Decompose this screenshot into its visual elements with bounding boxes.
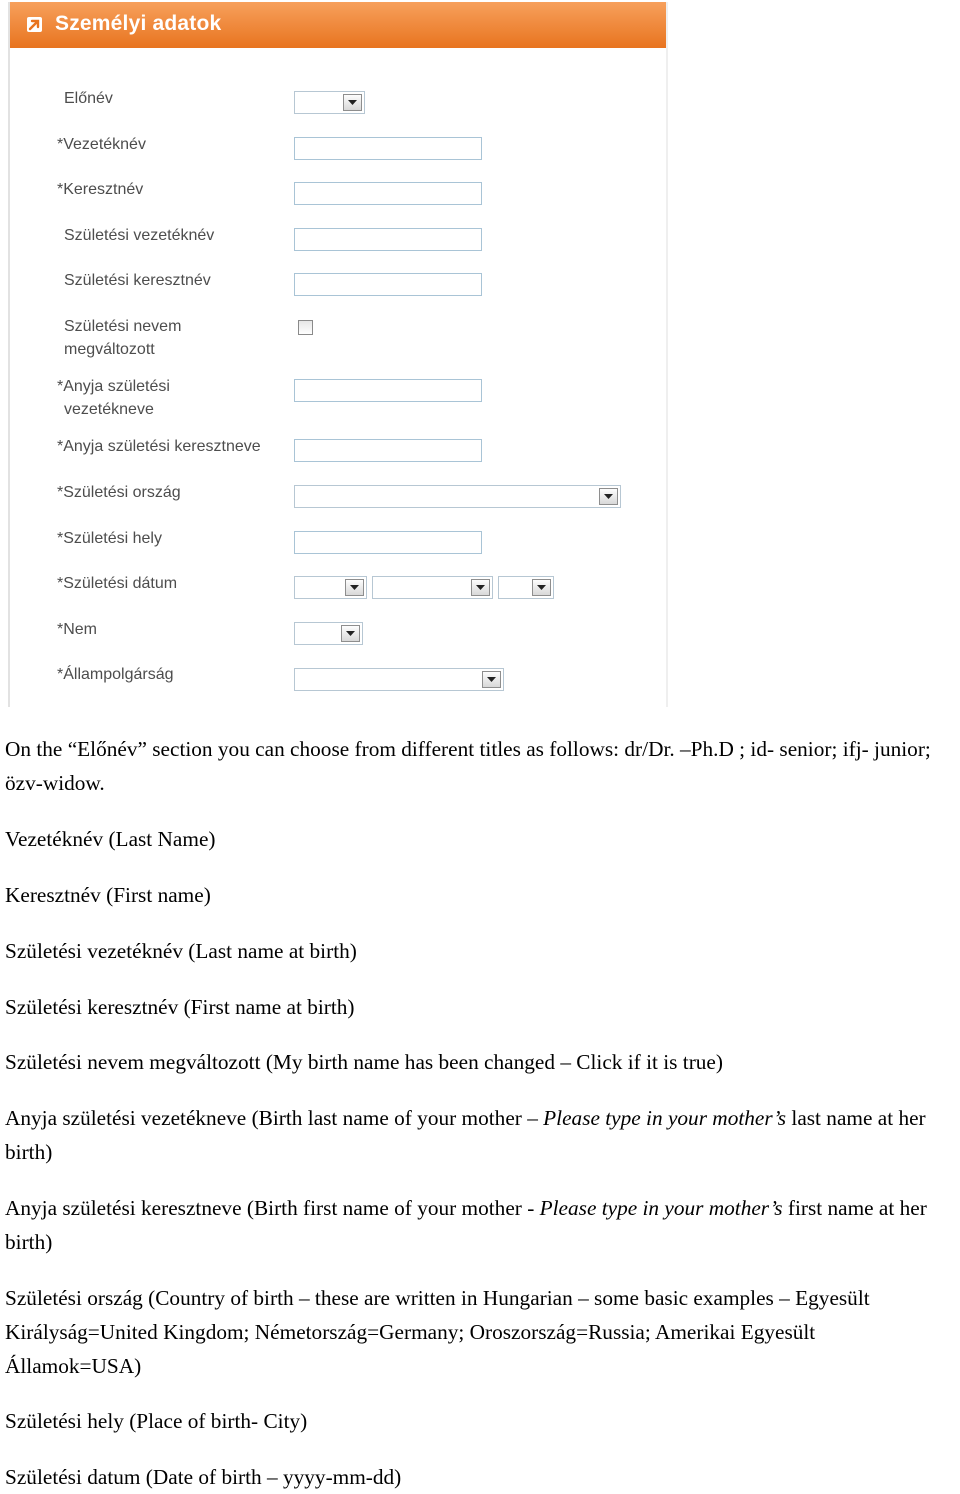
chevron-down-icon[interactable]	[471, 579, 490, 596]
explanation-szuletesi-hely: Születési hely (Place of birth- City)	[5, 1409, 308, 1433]
anyja-vezeteknev-input[interactable]	[294, 379, 482, 402]
vezeteknev-input[interactable]	[294, 137, 482, 160]
explanation-szuletesi-datum: Születési datum (Date of birth – yyyy-mm-dd)	[5, 1465, 402, 1489]
chevron-down-icon[interactable]	[343, 94, 362, 111]
label-nev-valtozott-line2: megváltozott	[64, 341, 155, 358]
label-nev-valtozott-line1: Születési nevem	[64, 318, 182, 335]
p7-suffix: last name at her birth)	[5, 1106, 926, 1164]
anyja-keresztnev-input[interactable]	[294, 439, 482, 462]
datum-year-select[interactable]	[294, 576, 367, 599]
arrow-icon	[27, 17, 42, 32]
label-szuletesi-datum: *Születési dátum	[57, 575, 178, 592]
explanation-szuletesi-orszag: Születési ország (Country of birth – these are written in Hungarian – some basic examples – Egyesült Királyság=United Kingdom; Németország=Germany; Oroszország=Russia; Amerikai Egyesült Államok=USA)	[5, 1286, 870, 1378]
explanation-szuletesi-vezeteknev: Születési vezetéknév (Last name at birth)	[5, 939, 357, 963]
elonev-select[interactable]	[294, 91, 365, 114]
szuletesi-vezeteknev-input[interactable]	[294, 228, 482, 251]
panel-header	[10, 2, 666, 48]
label-szuletesi-keresztnev: Születési keresztnév	[64, 272, 211, 289]
label-elonev: Előnév	[64, 90, 113, 107]
chevron-down-icon[interactable]	[341, 625, 360, 642]
p7-prefix: Anyja születési vezetékneve (Birth last name of your mother –	[5, 1106, 544, 1130]
szuletesi-orszag-select[interactable]	[294, 485, 621, 508]
p8-prefix: Anyja születési keresztneve (Birth first name of your mother -	[5, 1196, 540, 1220]
chevron-down-icon[interactable]	[345, 579, 364, 596]
keresztnev-input[interactable]	[294, 182, 482, 205]
chevron-down-icon[interactable]	[482, 671, 501, 688]
label-anyja-vezeteknev-line1: *Anyja születési	[57, 378, 170, 395]
label-anyja-keresztnev: *Anyja születési keresztneve	[57, 438, 261, 455]
label-szuletesi-orszag: *Születési ország	[57, 484, 181, 501]
label-szuletesi-hely: *Születési hely	[57, 530, 162, 547]
label-nem: *Nem	[57, 621, 98, 638]
label-allampolgarsag: *Állampolgárság	[57, 666, 174, 683]
explanation-vezeteknev: Vezetéknév (Last Name)	[5, 827, 216, 851]
explanation-nev-valtozott: Születési nevem megváltozott (My birth name has been changed – Click if it is true)	[5, 1050, 723, 1074]
datum-month-select[interactable]	[372, 576, 493, 599]
nev-valtozott-checkbox[interactable]	[298, 320, 313, 335]
p7-emphasis: Please type in your mother’s	[543, 1106, 787, 1130]
datum-day-select[interactable]	[498, 576, 554, 599]
p8-emphasis: Please type in your mother’s	[539, 1196, 783, 1220]
panel-title: Személyi adatok	[55, 12, 222, 35]
chevron-down-icon[interactable]	[532, 579, 551, 596]
p8-suffix: first name at her birth)	[5, 1196, 927, 1254]
label-szuletesi-vezeteknev: Születési vezetéknév	[64, 227, 215, 244]
szuletesi-keresztnev-input[interactable]	[294, 273, 482, 296]
explanation-anyja-vezeteknev	[5, 1101, 955, 1169]
szuletesi-hely-input[interactable]	[294, 531, 482, 554]
label-keresztnev: *Keresztnév	[57, 181, 144, 198]
allampolgarsag-select[interactable]	[294, 668, 504, 691]
label-vezeteknev: *Vezetéknév	[57, 136, 146, 153]
explanation-szuletesi-keresztnev: Születési keresztnév (First name at birth)	[5, 995, 355, 1019]
explanation-elonev: On the “Előnév” section you can choose from different titles as follows: dr/Dr. –Ph.D ; id- senior; ifj- junior; özv-widow.	[5, 737, 931, 795]
nem-select[interactable]	[294, 622, 363, 645]
explanation-keresztnev: Keresztnév (First name)	[5, 883, 211, 907]
label-anyja-vezeteknev-line2: vezetékneve	[64, 401, 154, 418]
chevron-down-icon[interactable]	[599, 488, 618, 505]
explanation-anyja-keresztnev	[5, 1191, 955, 1259]
